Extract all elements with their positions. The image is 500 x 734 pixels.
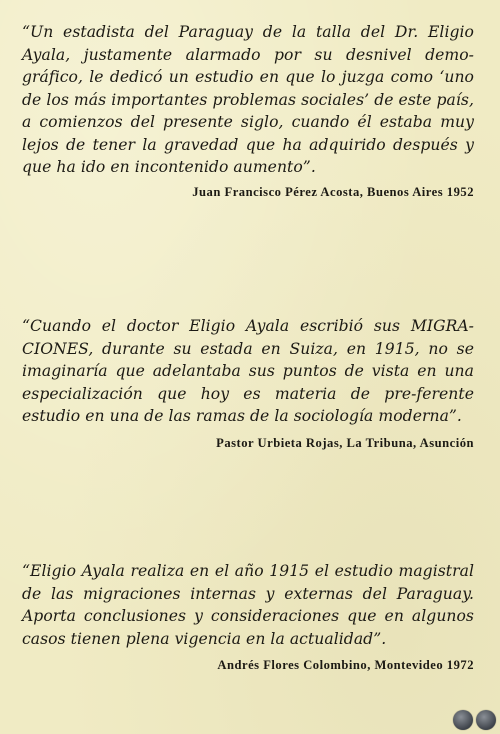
- quote-attribution: Juan Francisco Pérez Acosta, Buenos Aires 1952: [192, 184, 474, 199]
- quote-text: “Eligio Ayala realiza en el año 1915 el estudio magistral de las migraciones internas y externas del Paraguay. Aporta conclusiones y consideraciones que en algunos casos tienen plena vigencia en la actualidad”.: [22, 562, 474, 648]
- watermark-logos: [453, 710, 496, 730]
- quote-text: “Cuando el doctor Eligio Ayala escribió sus MIGRA-CIONES, durante su estada en Suiza, en 1915, no se imaginaría que adelantaba sus puntos de vista en una especialización que hoy es materia de pre-ferente estudio en una de las ramas de la sociología moderna”.: [22, 317, 474, 425]
- quote-attribution: Andrés Flores Colombino, Montevideo 1972: [217, 658, 474, 672]
- quote-block: [22, 21, 474, 200]
- logo-icon: [453, 710, 473, 730]
- quote-text: “Un estadista del Paraguay de la talla del Dr. Eligio Ayala, justamente alarmado por su desnivel demo-gráfico, le dedicó un estudio en que lo juzga como ‘uno de los más importantes problemas sociales’ de este país, a comienzos del presente siglo, cuando él estaba muy lejos de tener la gravedad que ha adquirido después y que ha ido en incontenido aumento”.: [22, 23, 474, 176]
- logo-icon: [476, 710, 496, 730]
- quote-block: [22, 315, 474, 451]
- quote-attribution: Pastor Urbieta Rojas, La Tribuna, Asunción: [216, 435, 474, 450]
- quote-block: [22, 560, 474, 673]
